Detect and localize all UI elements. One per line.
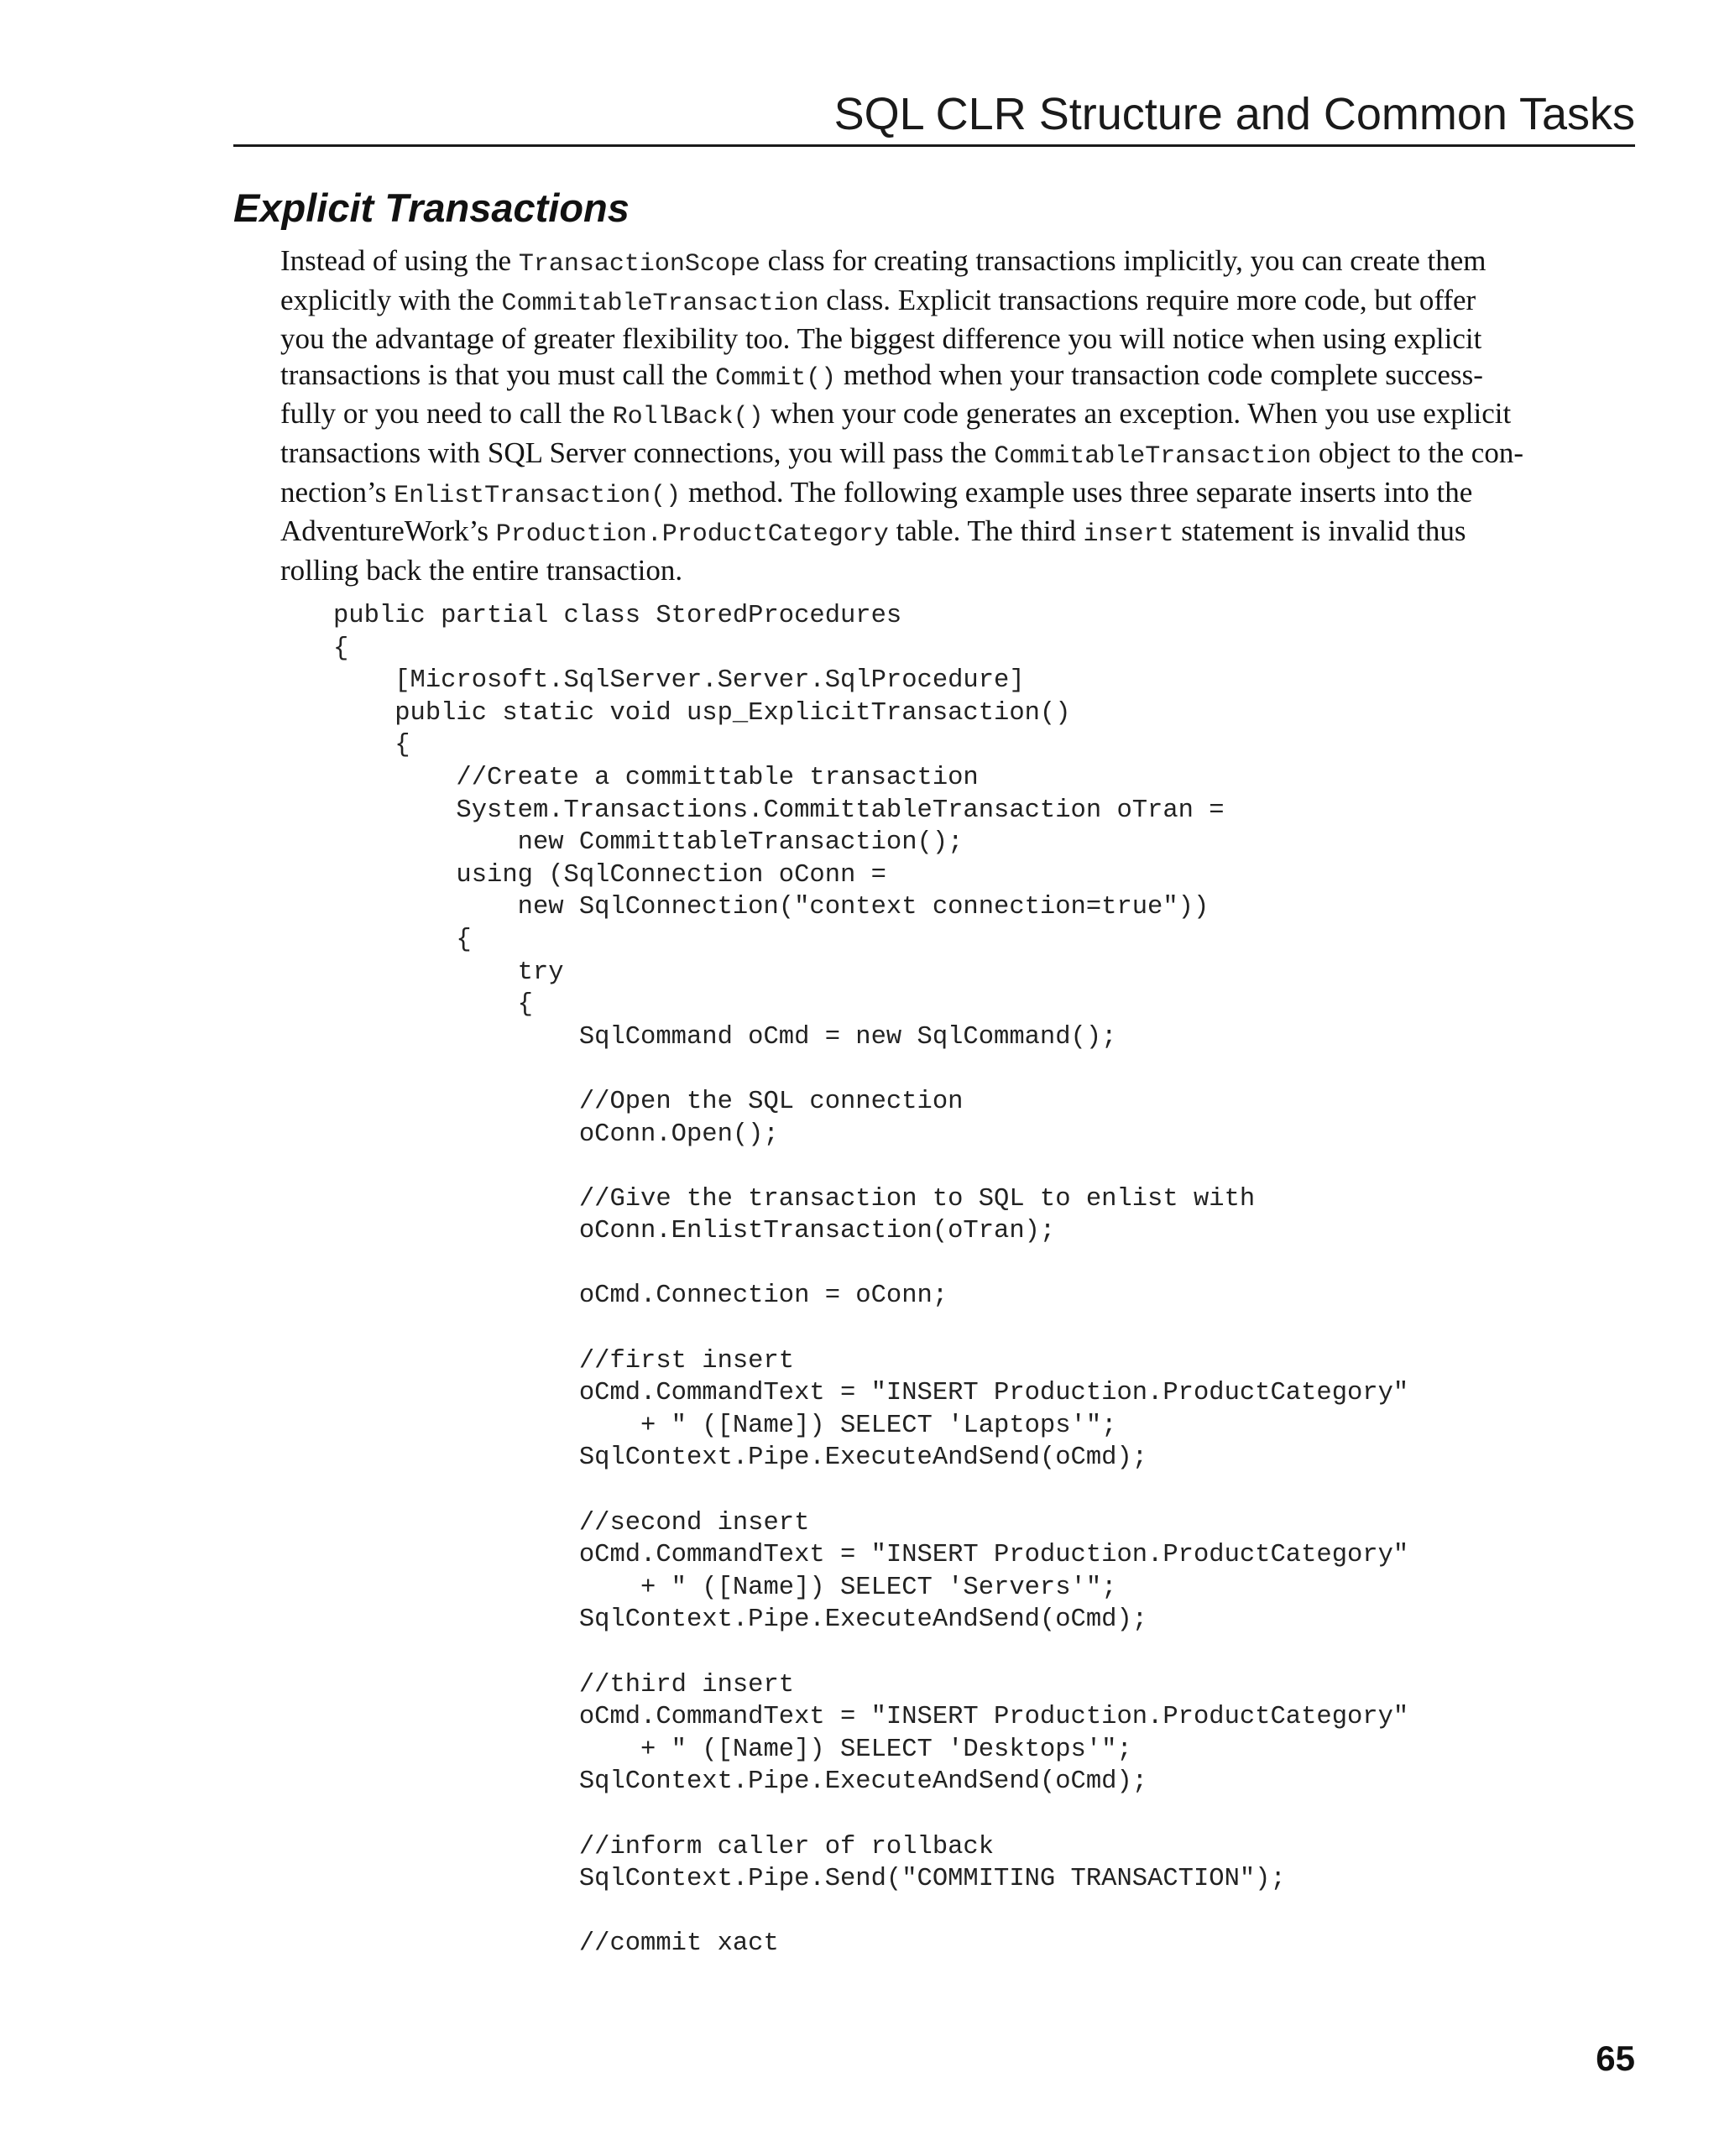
text-run: Instead of using the <box>280 244 519 277</box>
code-line: + " ([Name]) SELECT 'Laptops'"; <box>333 1411 1117 1440</box>
paragraph-line-1 <box>280 243 1640 283</box>
code-blank-line <box>333 1896 1643 1929</box>
text-run: statement is invalid thus <box>1173 514 1466 548</box>
code-line: SqlContext.Pipe.ExecuteAndSend(oCmd); <box>333 1767 1148 1797</box>
text-run: transactions is that you must call the <box>280 358 716 391</box>
code-line: SqlContext.Pipe.ExecuteAndSend(oCmd); <box>333 1605 1148 1635</box>
code-line: public partial class StoredProcedures <box>333 602 902 630</box>
code-blank-line <box>333 1053 1643 1086</box>
code-line: + " ([Name]) SELECT 'Servers'"; <box>333 1573 1117 1602</box>
code-line: //Open the SQL connection <box>333 1087 964 1116</box>
inline-code: Commit() <box>715 363 837 393</box>
page-number: 65 <box>1596 2039 1635 2078</box>
code-blank-line <box>333 1798 1643 1831</box>
inline-code: TransactionScope <box>518 250 760 279</box>
text-run: explicitly with the <box>280 283 502 316</box>
code-line: SqlContext.Pipe.Send("COMMITING TRANSACTION"); <box>333 1865 1286 1894</box>
paragraph-line-7 <box>280 475 1640 514</box>
code-line: SqlContext.Pipe.ExecuteAndSend(oCmd); <box>333 1443 1148 1473</box>
running-header <box>233 84 1635 147</box>
code-line: SqlCommand oCmd = new SqlCommand(); <box>333 1022 1117 1052</box>
code-line: //inform caller of rollback <box>333 1832 995 1861</box>
paragraph-line-6 <box>280 436 1640 475</box>
paragraph-line-4 <box>280 358 1640 397</box>
code-blank-line <box>333 1313 1643 1345</box>
paragraph-line-9: rolling back the entire transaction. <box>280 553 683 587</box>
code-line: oCmd.CommandText = "INSERT Production.ProductCategory" <box>333 1379 1409 1408</box>
text-run: class for creating transactions implicitly, you can create them <box>760 244 1486 277</box>
text-run: fully or you need to call the <box>280 397 613 431</box>
text-run: object to the con- <box>1311 436 1523 469</box>
code-line: //Create a committable transaction <box>333 763 979 792</box>
paragraph-line-5 <box>280 396 1640 436</box>
code-line: System.Transactions.CommittableTransaction oTran = <box>333 796 1225 825</box>
text-run: method. The following example uses three separate inserts into the <box>681 475 1473 509</box>
text-run: class. Explicit transactions require more code, but offer <box>818 283 1476 316</box>
code-line: try <box>333 958 564 987</box>
code-line: using (SqlConnection oConn = <box>333 860 886 890</box>
inline-code: insert <box>1083 520 1174 550</box>
code-line: oCmd.Connection = oConn; <box>333 1282 948 1311</box>
text-run: method when your transaction code complete success- <box>836 358 1483 391</box>
code-line: { <box>333 634 349 663</box>
code-blank-line <box>333 1151 1643 1183</box>
text-run: transactions with SQL Server connections, you will pass the <box>280 436 995 469</box>
code-listing <box>333 600 1643 1960</box>
code-blank-line <box>333 1248 1643 1281</box>
code-line: //first insert <box>333 1346 795 1376</box>
code-line: { <box>333 990 533 1020</box>
inline-code: CommitableTransaction <box>501 289 819 318</box>
inline-code: RollBack() <box>612 403 764 432</box>
text-run: AdventureWork’s <box>280 514 496 548</box>
paragraph-line-8 <box>280 514 1640 553</box>
code-line: + " ([Name]) SELECT 'Desktops'"; <box>333 1735 1132 1764</box>
code-blank-line <box>333 1475 1643 1507</box>
text-run: when your code generates an exception. When you use explicit <box>763 397 1512 431</box>
code-line: new CommittableTransaction(); <box>333 828 964 858</box>
paragraph-line-2 <box>280 283 1640 322</box>
paragraph-line-3: you the advantage of greater flexibility too. The biggest difference you will notice when using explicit <box>280 322 1482 356</box>
code-line: [Microsoft.SqlServer.Server.SqlProcedure] <box>333 666 1025 696</box>
section-heading: Explicit Transactions <box>233 185 630 230</box>
code-line: //commit xact <box>333 1929 779 1959</box>
code-line: oConn.EnlistTransaction(oTran); <box>333 1217 1056 1246</box>
code-line: oCmd.CommandText = "INSERT Production.ProductCategory" <box>333 1703 1409 1732</box>
text-run: nection’s <box>280 475 394 509</box>
code-line: //third insert <box>333 1670 795 1699</box>
body-paragraph <box>280 243 1640 588</box>
code-line: //second insert <box>333 1508 810 1537</box>
code-line: { <box>333 731 410 760</box>
inline-code: Production.ProductCategory <box>495 520 889 550</box>
code-line: public static void usp_ExplicitTransaction() <box>333 698 1071 728</box>
inline-code: EnlistTransaction() <box>394 481 682 510</box>
code-line: //Give the transaction to SQL to enlist with <box>333 1184 1256 1214</box>
running-header-title: SQL CLR Structure and Common Tasks <box>833 89 1635 139</box>
code-line: oConn.Open(); <box>333 1120 779 1149</box>
code-line: new SqlConnection("context connection=true")) <box>333 893 1210 922</box>
text-run: table. The third <box>888 514 1084 548</box>
code-line: { <box>333 925 472 954</box>
inline-code: CommitableTransaction <box>994 441 1312 471</box>
code-line: oCmd.CommandText = "INSERT Production.ProductCategory" <box>333 1541 1409 1570</box>
code-blank-line <box>333 1637 1643 1669</box>
